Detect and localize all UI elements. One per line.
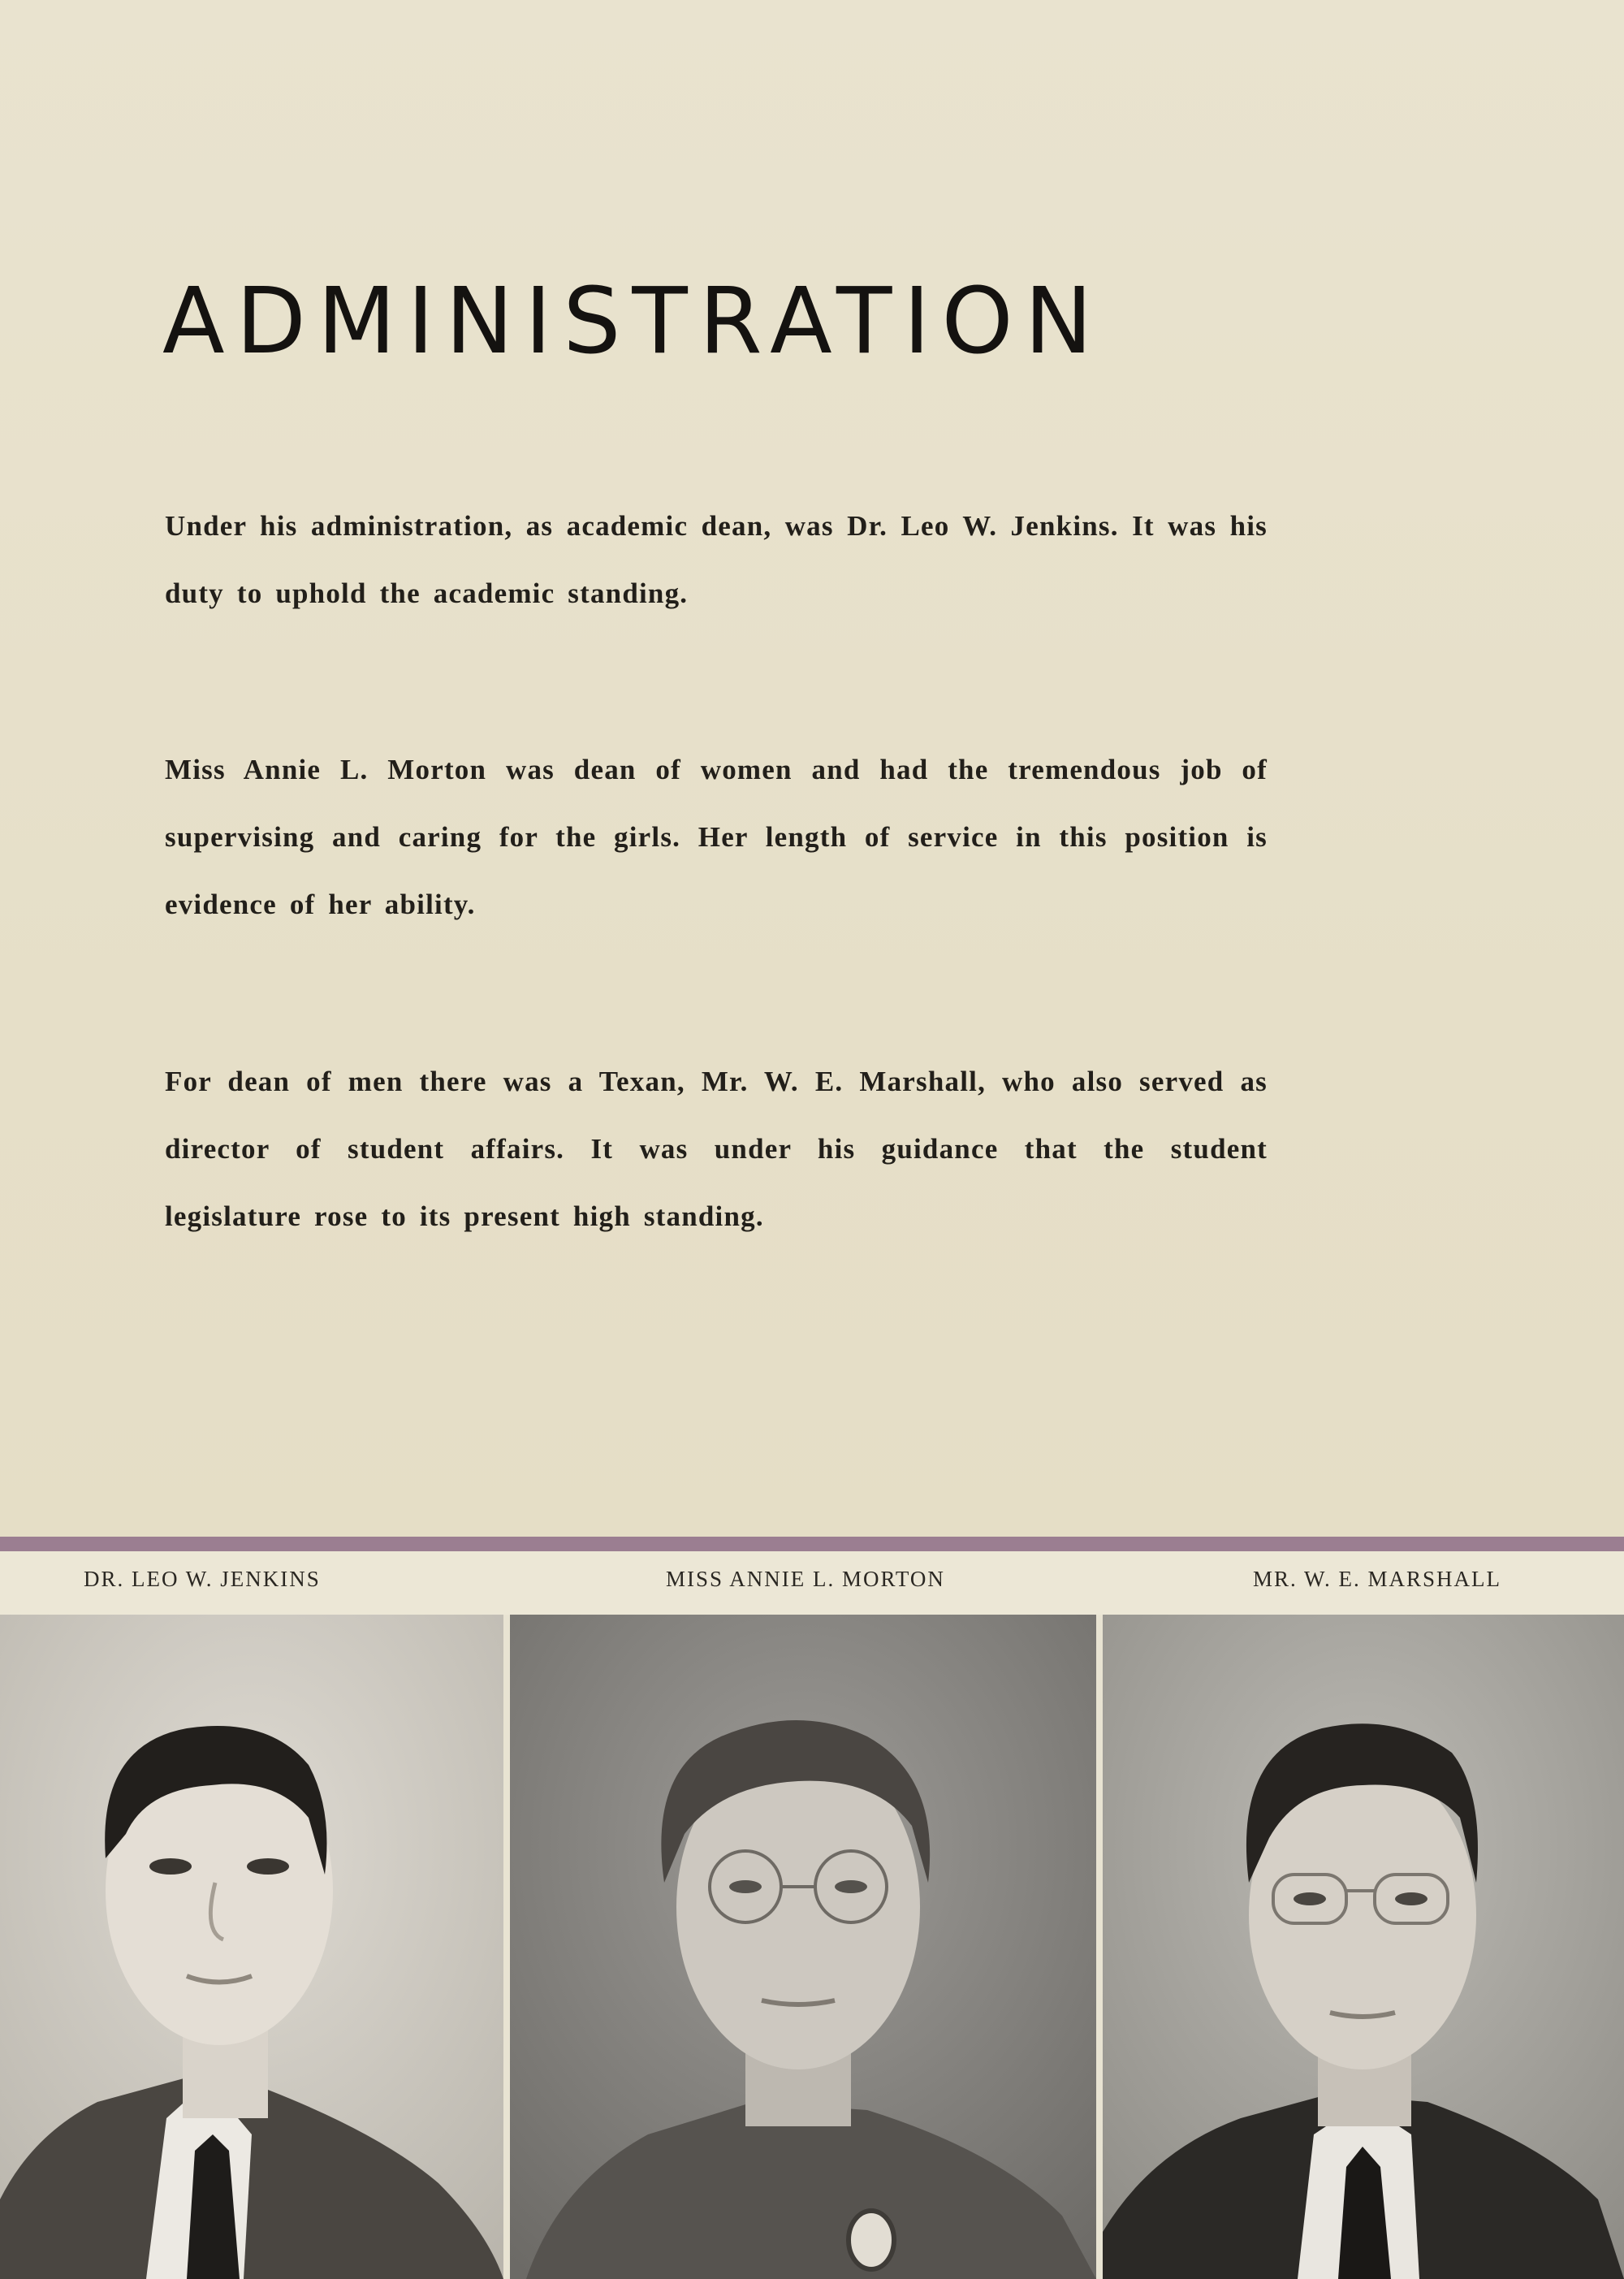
page-title: ADMINISTRATION — [162, 269, 1104, 374]
portrait-jenkins — [0, 1615, 503, 2279]
portrait-marshall — [1103, 1615, 1624, 2279]
accent-band — [0, 1537, 1624, 1551]
caption-marshall: MR. W. E. MARSHALL — [1253, 1567, 1502, 1591]
paragraph-jenkins: Under his administration, as academic dean, was Dr. Leo W. Jenkins. It was his duty to uphold the academic standing. — [165, 510, 1268, 609]
caption-morton: MISS ANNIE L. MORTON — [666, 1567, 945, 1591]
portrait-morton — [510, 1615, 1096, 2279]
paragraph-marshall: For dean of men there was a Texan, Mr. W. E. Marshall, who also served as director of student affairs. It was under his guidance that the student legislature rose to its present high standing. — [165, 1066, 1268, 1232]
paragraph-morton: Miss Annie L. Morton was dean of women and had the tremendous job of supervising and caring for the girls. Her length of service in this position is evidence of her ability. — [165, 754, 1268, 920]
photo-divider — [1096, 1615, 1103, 2279]
caption-jenkins: DR. LEO W. JENKINS — [84, 1567, 321, 1591]
photo-divider — [503, 1615, 510, 2279]
